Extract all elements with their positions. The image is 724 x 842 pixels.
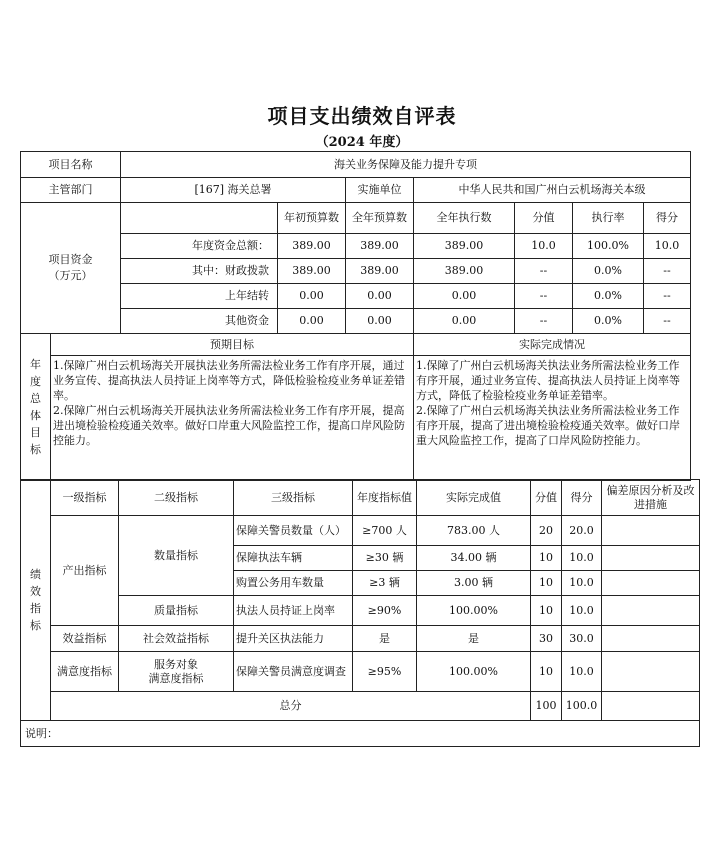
- impl-label: 实施单位: [346, 178, 414, 203]
- funds-cell: --: [515, 259, 573, 284]
- funds-cell: 389.00: [346, 234, 414, 259]
- funds-cell: 0.00: [278, 284, 346, 309]
- perf-score: 10: [531, 571, 562, 596]
- perf-target: ≥700 人: [353, 516, 417, 546]
- funds-header: 得分: [644, 203, 691, 234]
- goals-actual-text: 1.保障了广州白云机场海关执法业务所需法检业务工作有序开展，通过业务宣传、提高执法人员持证上岗率等方式，降低了检验检疫业务单证差错率。 2.保障了广州白云机场海关执法业务所需法检业务工作有序开展，提高了进出境检验检疫通关效率。做好口岸重大风险监控工作，提高了口岸风险防控能力。: [414, 356, 691, 481]
- total-got: 100.0: [562, 692, 602, 721]
- perf-l3: 购置公务用车数量: [234, 571, 353, 596]
- perf-l2: 质量指标: [119, 596, 234, 626]
- perf-note: [602, 546, 700, 571]
- perf-l2: 服务对象 满意度指标: [119, 652, 234, 692]
- perf-score: 10: [531, 546, 562, 571]
- funds-cell: 10.0: [644, 234, 691, 259]
- dept-label: 主管部门: [21, 178, 121, 203]
- perf-header: 一级指标: [51, 480, 119, 516]
- funds-header: 分值: [515, 203, 573, 234]
- perf-header: 三级指标: [234, 480, 353, 516]
- goals-side-label: 年 度 总 体 目 标: [21, 334, 51, 481]
- dept-value: [167] 海关总署: [121, 178, 346, 203]
- perf-header: 偏差原因分析及改进措施: [602, 480, 700, 516]
- funds-cell: 389.00: [278, 234, 346, 259]
- funds-cell: 0.00: [278, 309, 346, 334]
- funds-cell: 10.0: [515, 234, 573, 259]
- funds-cell: 0.0%: [573, 309, 644, 334]
- report-year: （2024 年度）: [315, 135, 409, 150]
- perf-header: 分值: [531, 480, 562, 516]
- perf-actual: 100.00%: [417, 652, 531, 692]
- project-name-value: 海关业务保障及能力提升专项: [121, 152, 691, 178]
- perf-l2: 数量指标: [119, 516, 234, 596]
- perf-note: [602, 516, 700, 546]
- perf-note: [602, 571, 700, 596]
- perf-note: [602, 626, 700, 652]
- funds-cell: --: [644, 309, 691, 334]
- perf-side-label: 绩 效 指 标: [21, 480, 51, 721]
- perf-actual: 100.00%: [417, 596, 531, 626]
- perf-note: [602, 652, 700, 692]
- perf-target: ≥90%: [353, 596, 417, 626]
- funds-cell: 0.00: [346, 309, 414, 334]
- funds-cell: --: [644, 259, 691, 284]
- perf-score: 30: [531, 626, 562, 652]
- total-label: 总分: [51, 692, 531, 721]
- funds-cell: 0.00: [414, 309, 515, 334]
- impl-value: 中华人民共和国广州白云机场海关本级: [414, 178, 691, 203]
- perf-header: 实际完成值: [417, 480, 531, 516]
- funds-cell: 100.0%: [573, 234, 644, 259]
- perf-score: 10: [531, 652, 562, 692]
- perf-target: ≥3 辆: [353, 571, 417, 596]
- perf-l1: 满意度指标: [51, 652, 119, 692]
- perf-l1: 产出指标: [51, 516, 119, 626]
- perf-l1: 效益指标: [51, 626, 119, 652]
- goals-expected-header: 预期目标: [51, 334, 414, 356]
- perf-actual: 3.00 辆: [417, 571, 531, 596]
- perf-header: 得分: [562, 480, 602, 516]
- info-table: [20, 151, 691, 481]
- funds-label: 项目资金 （万元）: [21, 203, 121, 334]
- funds-cell: 389.00: [414, 259, 515, 284]
- total-note: [602, 692, 700, 721]
- funds-cell: --: [515, 309, 573, 334]
- perf-actual: 34.00 辆: [417, 546, 531, 571]
- funds-cell: 0.0%: [573, 259, 644, 284]
- perf-score: 20: [531, 516, 562, 546]
- perf-l3: 提升关区执法能力: [234, 626, 353, 652]
- funds-row-label: 年度资金总额：: [121, 234, 278, 259]
- perf-target: ≥30 辆: [353, 546, 417, 571]
- funds-header: 年初预算数: [278, 203, 346, 234]
- perf-l3: 保障关警员数量（人）: [234, 516, 353, 546]
- funds-header: 全年预算数: [346, 203, 414, 234]
- perf-got: 10.0: [562, 546, 602, 571]
- page-title: 项目支出绩效自评表: [267, 104, 457, 128]
- remark-label: 说明：: [21, 721, 700, 747]
- project-name-label: 项目名称: [21, 152, 121, 178]
- perf-got: 10.0: [562, 652, 602, 692]
- funds-row-label: 其他资金: [121, 309, 278, 334]
- perf-actual: 783.00 人: [417, 516, 531, 546]
- goals-expected-text: 1.保障广州白云机场海关开展执法业务所需法检业务工作有序开展，通过业务宣传、提高执法人员持证上岗率等方式，降低检验检疫业务单证差错率。 2.保障广州白云机场海关开展执法业务所需法检业务工作有序开展，提高进出境检验检疫通关效率。做好口岸重大风险监控工作，提高口岸风险防控能力。: [51, 356, 414, 481]
- perf-target: ≥95%: [353, 652, 417, 692]
- perf-note: [602, 596, 700, 626]
- funds-row-label: 上年结转: [121, 284, 278, 309]
- perf-header: 二级指标: [119, 480, 234, 516]
- perf-l2: 社会效益指标: [119, 626, 234, 652]
- goals-actual-header: 实际完成情况: [414, 334, 691, 356]
- funds-cell: --: [644, 284, 691, 309]
- funds-cell: 0.00: [346, 284, 414, 309]
- perf-got: 20.0: [562, 516, 602, 546]
- funds-cell: 389.00: [414, 234, 515, 259]
- funds-cell: --: [515, 284, 573, 309]
- funds-cell: 0.0%: [573, 284, 644, 309]
- funds-header: 执行率: [573, 203, 644, 234]
- perf-table: [20, 479, 700, 747]
- funds-row-label: 其中：财政拨款: [121, 259, 278, 284]
- perf-l3: 保障关警员满意度调查: [234, 652, 353, 692]
- perf-got: 10.0: [562, 571, 602, 596]
- perf-header: 年度指标值: [353, 480, 417, 516]
- funds-cell: 0.00: [414, 284, 515, 309]
- perf-score: 10: [531, 596, 562, 626]
- funds-header: 全年执行数: [414, 203, 515, 234]
- perf-l3: 保障执法车辆: [234, 546, 353, 571]
- perf-actual: 是: [417, 626, 531, 652]
- perf-l3: 执法人员持证上岗率: [234, 596, 353, 626]
- funds-cell: 389.00: [346, 259, 414, 284]
- funds-cell: 389.00: [278, 259, 346, 284]
- perf-got: 10.0: [562, 596, 602, 626]
- perf-got: 30.0: [562, 626, 602, 652]
- total-score: 100: [531, 692, 562, 721]
- perf-target: 是: [353, 626, 417, 652]
